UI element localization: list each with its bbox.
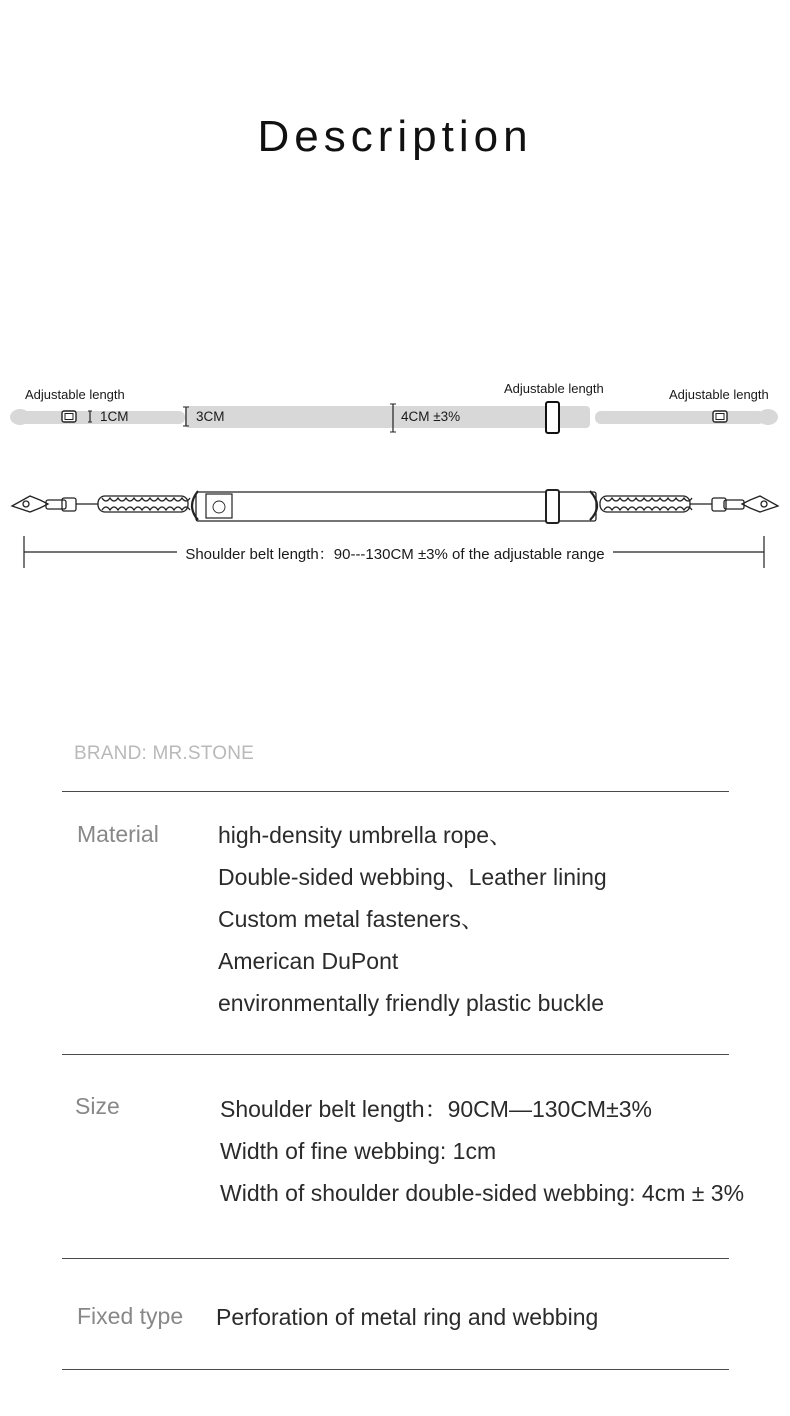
size-line: Width of shoulder double-sided webbing: 4cm ± 3% — [220, 1180, 745, 1206]
size-line: Shoulder belt length：90CM—130CM±3% — [220, 1096, 652, 1122]
material-values — [218, 814, 607, 1024]
buckle-icon-left — [62, 411, 76, 422]
fixed-type-values — [216, 1296, 598, 1338]
adjustable-length-right-label: Adjustable length — [669, 387, 769, 402]
dimension-3cm-label: 3CM — [196, 409, 225, 424]
buckle-icon-right — [713, 411, 727, 422]
divider — [62, 791, 729, 792]
divider — [62, 1258, 729, 1259]
brand-label: BRAND: MR.STONE — [74, 743, 255, 764]
material-line: American DuPont — [218, 948, 399, 974]
adjustable-length-left-label: Adjustable length — [25, 387, 125, 402]
slider-icon-mid — [546, 402, 559, 433]
adjustable-length-mid-label: Adjustable length — [504, 381, 604, 396]
page-title: Description — [257, 112, 533, 161]
dimension-1cm-label: 1CM — [100, 409, 129, 424]
dimension-4cm-label: 4CM ±3% — [401, 409, 461, 424]
divider — [62, 1369, 729, 1370]
strap-diagram — [0, 370, 790, 580]
size-values — [220, 1088, 744, 1214]
divider — [62, 1054, 729, 1055]
fixed-type-line: Perforation of metal ring and webbing — [216, 1304, 599, 1330]
material-label: Material — [77, 821, 159, 847]
material-line: environmentally friendly plastic buckle — [218, 990, 605, 1016]
belt-length-label: Shoulder belt length：90---130CM ±3% of the adjustable range — [0, 543, 790, 564]
material-line: Double-sided webbing、Leather lining — [218, 864, 607, 890]
fixed-type-label: Fixed type — [77, 1303, 184, 1329]
strap-line-drawing — [12, 490, 778, 523]
size-line: Width of fine webbing: 1cm — [220, 1138, 497, 1164]
material-line: high-density umbrella rope、 — [218, 822, 513, 848]
size-label: Size — [75, 1093, 120, 1119]
material-line: Custom metal fasteners、 — [218, 906, 484, 932]
